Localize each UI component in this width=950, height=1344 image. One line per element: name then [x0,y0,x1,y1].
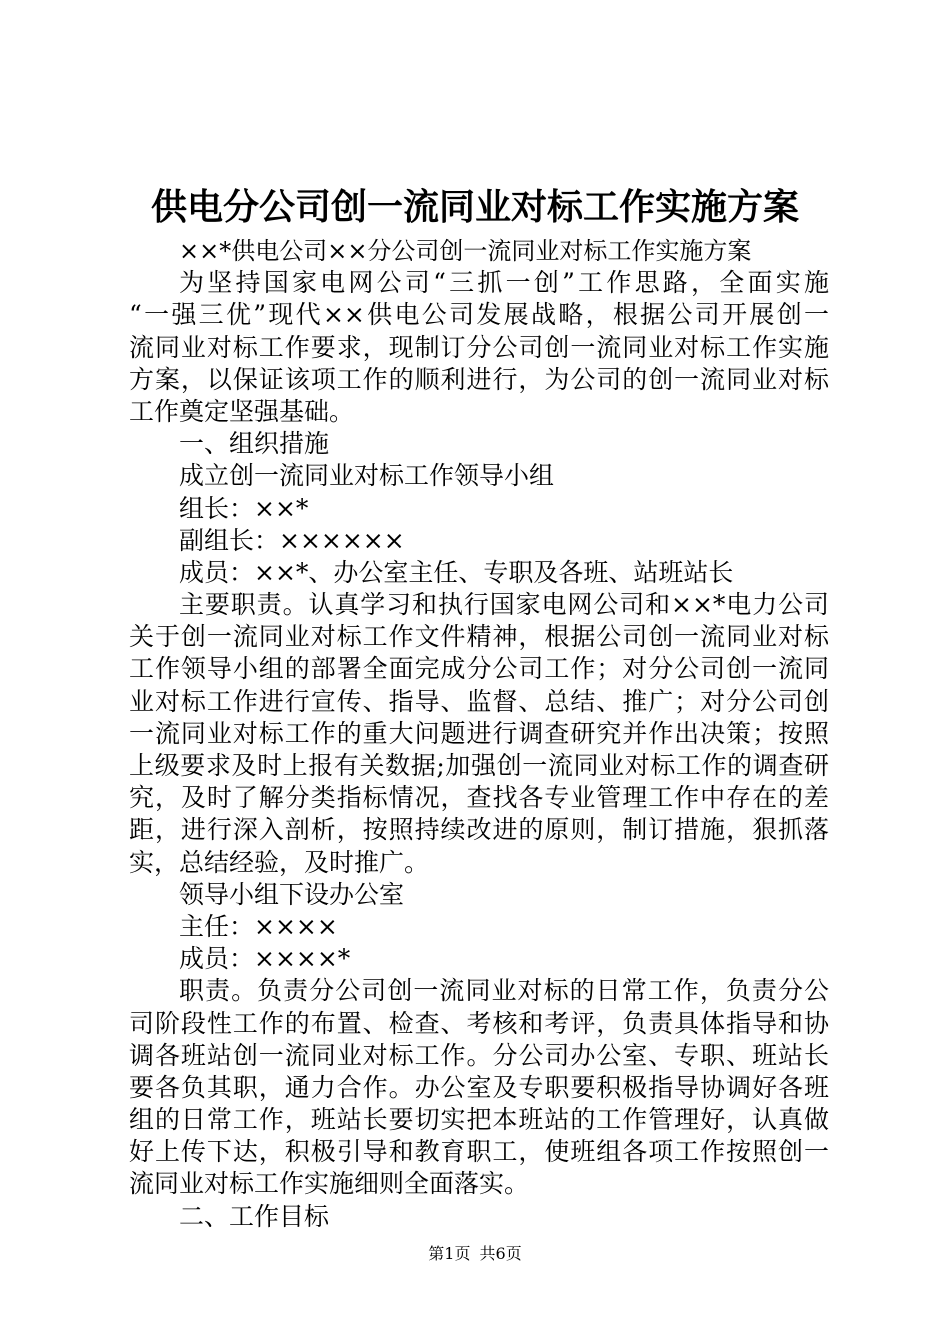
text-line: 实，总结经验，及时推广。 [129,847,430,877]
text-line: 流同业对标工作实施细则全面落实。 [129,1169,530,1199]
text-line: 司阶段性工作的布置、检查、考核和考评，负责具体指导和协 [129,1008,829,1038]
text-line: 成员：××*、办公室主任、专职及各班、站班站长 [179,557,734,587]
text-line: 成员：××××* [179,944,351,974]
page-footer [0,1243,950,1265]
text-line: 为坚持国家电网公司“三抓一创”工作思路，全面实施 [179,268,829,298]
text-line: 上级要求及时上报有关数据;加强创一流同业对标工作的调查研 [129,751,829,780]
text-line: “一强三优”现代××供电公司发展战略，根据公司开展创一 [129,300,829,330]
text-line: 关于创一流同业对标工作文件精神，根据公司创一流同业对标 [129,622,829,652]
text-line: 一、组织措施 [179,429,330,459]
text-line: 流同业对标工作要求，现制订分公司创一流同业对标工作实施 [129,332,829,362]
text-line: 调各班站创一流同业对标工作。分公司办公室、专职、班站长 [129,1040,829,1070]
text-line: 距，进行深入剖析，按照持续改进的原则，制订措施，狠抓落 [129,815,829,845]
text-line: 工作领导小组的部署全面完成分公司工作；对分公司创一流同 [129,654,829,684]
text-line: 一流同业对标工作的重大问题进行调查研究并作出决策；按照 [129,718,829,748]
document-title: 供电分公司创一流同业对标工作实施方案 [150,186,799,228]
document-subtitle: ××*供电公司××分公司创一流同业对标工作实施方案 [179,237,752,265]
page-total: 共6页 [479,1244,522,1263]
text-line: 好上传下达，积极引导和教育职工，使班组各项工作按照创一 [129,1137,829,1167]
page-number: 第1页 [428,1244,471,1263]
document-body [129,235,829,1233]
text-line: 领导小组下设办公室 [179,879,405,909]
text-line: 主要职责。认真学习和执行国家电网公司和××*电力公司 [179,590,829,620]
text-line: 组长：××* [179,493,309,523]
text-line: 组的日常工作，班站长要切实把本班站的工作管理好，认真做 [129,1105,829,1135]
text-line: 方案，以保证该项工作的顺利进行，为公司的创一流同业对标 [129,364,829,394]
text-line: 副组长：×××××× [179,525,405,555]
text-line: 业对标工作进行宣传、指导、监督、总结、推广；对分公司创 [129,686,829,716]
text-line: 职责。负责分公司创一流同业对标的日常工作，负责分公 [179,976,829,1006]
text-line: 工作奠定坚强基础。 [129,396,355,426]
text-line: 二、工作目标 [179,1201,330,1231]
text-line: 成立创一流同业对标工作领导小组 [179,461,555,491]
text-line: 究，及时了解分类指标情况，查找各专业管理工作中存在的差 [129,783,829,813]
text-line: 要各负其职，通力合作。办公室及专职要积极指导协调好各班 [129,1072,829,1102]
text-line: 主任：×××× [179,911,338,941]
